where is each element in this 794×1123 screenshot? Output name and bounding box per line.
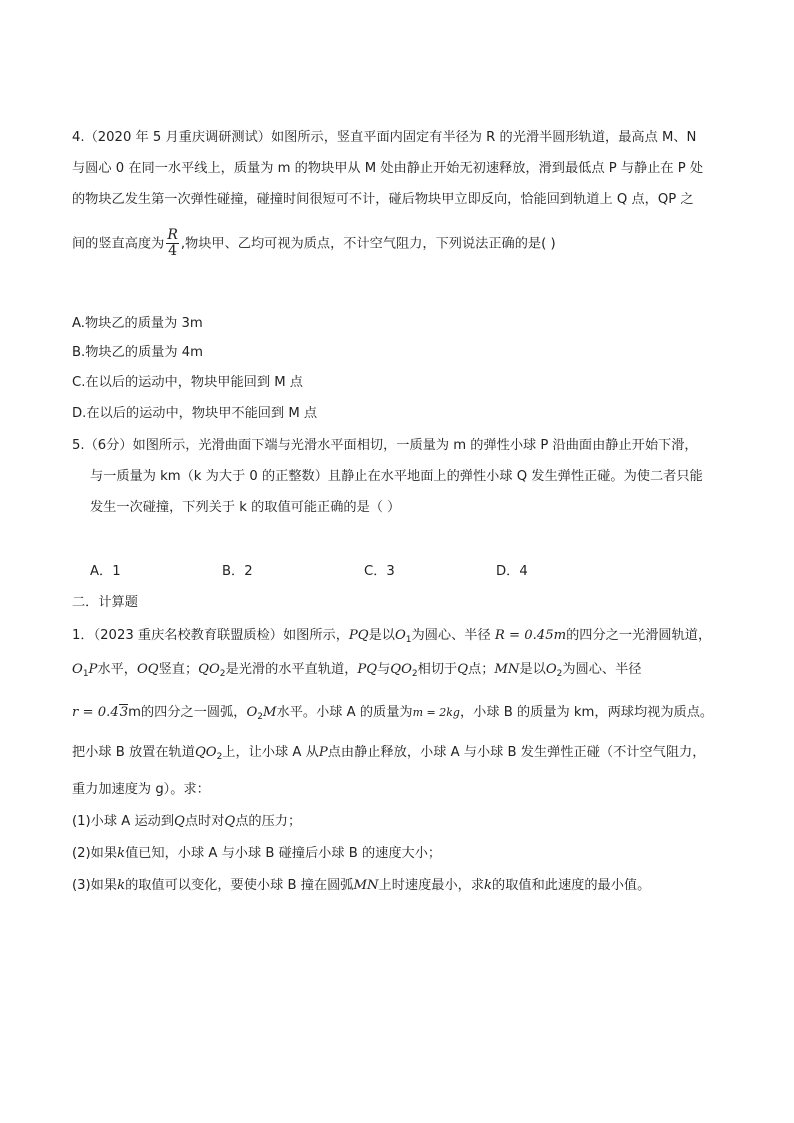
q5-option-d: D．4	[496, 564, 528, 579]
q4-option-b: B.物块乙的质量为 4m	[72, 345, 203, 360]
c1-line-4: 把小球 B 放置在轨道$QO_2$上，让小球 A 从P点由静止释放，小球 A 与小球 B 发生弹性正碰（不计空气阻力，	[72, 745, 706, 762]
q5-option-c: C．3	[364, 564, 395, 579]
c1-line-3: r = 0.43m的四分之一圆弧，$O_2M$水平。小球 A 的质量为m = 2kg，小球 B 的质量为 km，两球均视为质点。	[72, 705, 714, 722]
c1-line-1: 1．（2023 重庆名校教育联盟质检）如图所示，PQ是以$O_1$为圆心、半径 R = 0.45m的四分之一光滑圆轨道，	[72, 628, 712, 645]
q4-line-4-post: ,物块甲、乙均可视为质点，不计空气阻力，下列说法正确的是( )	[180, 236, 556, 252]
c1-part-2: (2)如果k值已知，小球 A 与小球 B 碰撞后小球 B 的速度大小；	[72, 846, 442, 861]
q4-line-2: 与圆心 0 在同一水平线上，质量为 m 的物块甲从 M 处由静止开始无初速释放，滑到最低点 P 与静止在 P 处	[72, 161, 704, 176]
q5-line-2: 与一质量为 km（k 为大于 0 的正整数）且静止在水平地面上的弹性小球 Q 发生弹性正碰。为使二者只能	[90, 469, 703, 484]
q4-line-4	[72, 228, 556, 259]
fraction-r-over-4: $\frac{R}{4}$	[167, 227, 178, 259]
c1-part-3: (3)如果k的取值可以变化，要使小球 B 撞在圆弧MN上时速度最小，求k的取值和此速度的最小值。	[72, 878, 651, 893]
q5-option-a: A．1	[90, 564, 121, 579]
c1-part-1: (1)小球 A 运动到Q点时对Q点的压力；	[72, 814, 302, 829]
q5-line-1: 5.（6分）如图所示，光滑曲面下端与光滑水平面相切，一质量为 m 的弹性小球 P 沿曲面由静止开始下滑，	[72, 438, 698, 453]
section-title: 二．计算题	[72, 595, 138, 610]
q5-option-b: B．2	[222, 564, 253, 579]
q4-option-a: A.物块乙的质量为 3m	[72, 316, 203, 331]
q5-line-3: 发生一次碰撞，下列关于 k 的取值可能正确的是（ ）	[90, 500, 401, 515]
q4-line-4-pre: 间的竖直高度为	[72, 236, 165, 252]
c1-line-2: $O_1P$水平，OQ竖直；$QO_2$是光滑的水平直轨道，PQ与$QO_2$相切于Q点；MN是以$O_2$为圆心、半径	[72, 662, 642, 679]
c1-line-5: 重力加速度为 g）。求：	[72, 782, 210, 797]
q4-line-1: 4.（2020 年 5 月重庆调研测试）如图所示，竖直平面内固定有半径为 R 的光滑半圆形轨道，最高点 M、N	[72, 130, 697, 145]
q4-option-c: C.在以后的运动中，物块甲能回到 M 点	[72, 375, 303, 390]
q4-option-d: D.在以后的运动中，物块甲不能回到 M 点	[72, 406, 318, 421]
q4-line-3: 的物块乙发生第一次弹性碰撞，碰撞时间很短可不计，碰后物块甲立即反向，恰能回到轨道上 Q 点，QP 之	[72, 192, 694, 207]
